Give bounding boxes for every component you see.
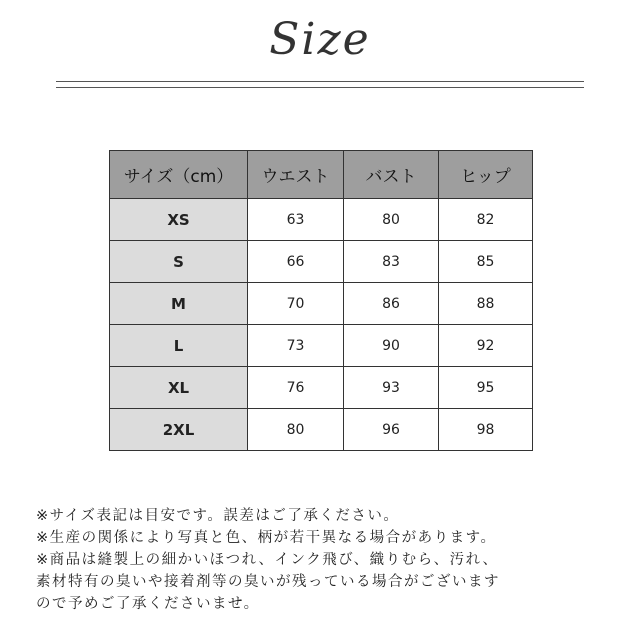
table-row <box>110 199 533 241</box>
bust-cell: 90 <box>344 325 439 367</box>
size-cell: S <box>110 241 248 283</box>
waist-cell: 70 <box>248 283 344 325</box>
hip-cell: 88 <box>439 283 533 325</box>
note-line: 素材特有の臭いや接着剤等の臭いが残っている場合がございます <box>36 574 500 590</box>
bust-cell: 80 <box>344 199 439 241</box>
size-cell: XS <box>110 199 248 241</box>
waist-cell: 73 <box>248 325 344 367</box>
waist-cell: 76 <box>248 367 344 409</box>
note-line: ※サイズ表記は目安です。誤差はご了承ください。 <box>36 508 400 524</box>
size-table <box>109 150 533 451</box>
size-cell: L <box>110 325 248 367</box>
table-row <box>110 241 533 283</box>
divider-top <box>56 81 584 82</box>
size-cell: XL <box>110 367 248 409</box>
hip-cell: 98 <box>439 409 533 451</box>
hip-cell: 92 <box>439 325 533 367</box>
note-line: ※商品は縫製上の細かいほつれ、インク飛び、織りむら、汚れ、 <box>36 552 499 568</box>
table-row <box>110 409 533 451</box>
hip-cell: 95 <box>439 367 533 409</box>
table-row <box>110 283 533 325</box>
notes-block <box>36 505 616 615</box>
header-bust: バスト <box>344 151 439 199</box>
note-line: ※生産の関係により写真と色、柄が若干異なる場合があります。 <box>36 530 497 546</box>
header-waist: ウエスト <box>248 151 344 199</box>
bust-cell: 83 <box>344 241 439 283</box>
table-row <box>110 325 533 367</box>
waist-cell: 80 <box>248 409 344 451</box>
bust-cell: 93 <box>344 367 439 409</box>
table-header-row <box>110 151 533 199</box>
header-size: サイズ（cm） <box>110 151 248 199</box>
waist-cell: 66 <box>248 241 344 283</box>
size-cell: M <box>110 283 248 325</box>
page-title: Size <box>269 14 371 65</box>
bust-cell: 86 <box>344 283 439 325</box>
size-cell: 2XL <box>110 409 248 451</box>
bust-cell: 96 <box>344 409 439 451</box>
table-row <box>110 367 533 409</box>
hip-cell: 85 <box>439 241 533 283</box>
hip-cell: 82 <box>439 199 533 241</box>
note-line: ので予めご了承くださいませ。 <box>36 596 260 612</box>
header-hip: ヒップ <box>439 151 533 199</box>
divider-bottom <box>56 87 584 88</box>
waist-cell: 63 <box>248 199 344 241</box>
